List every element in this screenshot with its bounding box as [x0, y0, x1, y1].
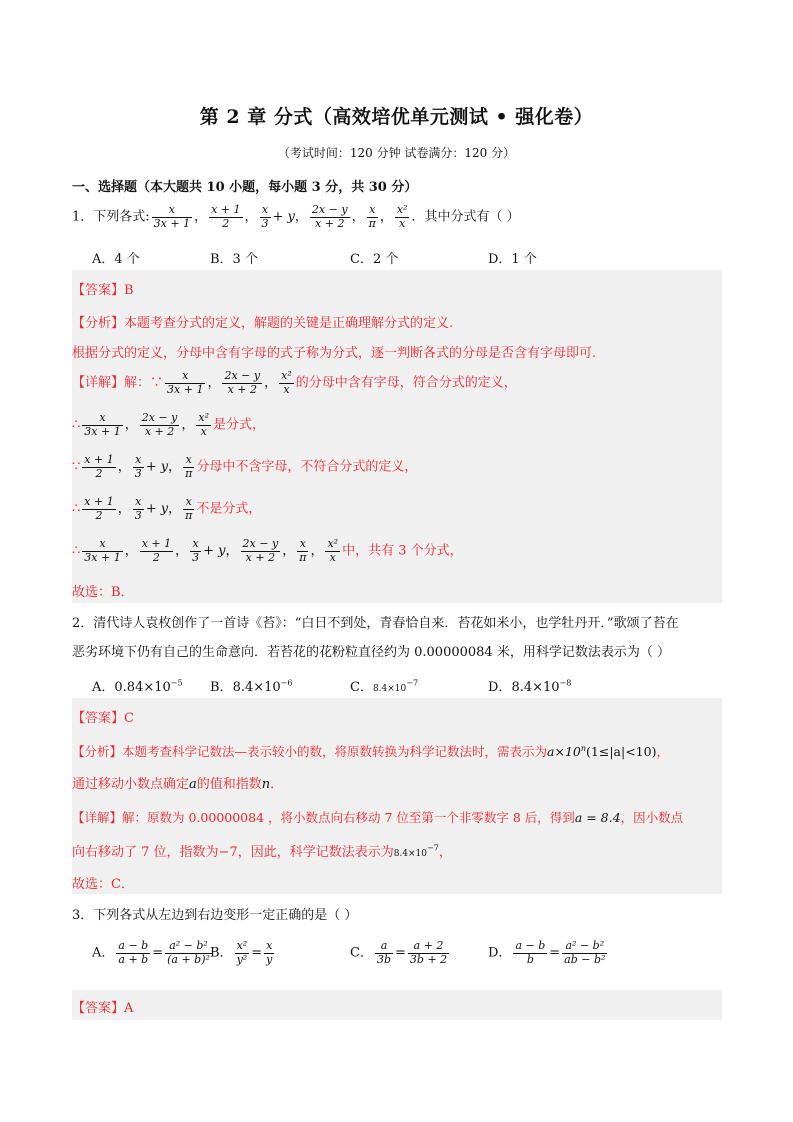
- fraction: [209, 204, 242, 230]
- exponent: n: [580, 743, 587, 753]
- q1-stem-prefix: 1．下列各式:: [72, 209, 150, 225]
- denominator: π: [185, 508, 193, 522]
- denominator: π: [368, 216, 376, 230]
- q3-answer: [72, 997, 133, 1016]
- comma: ，: [194, 209, 208, 225]
- numerator: a + 2: [413, 939, 444, 952]
- therefore-symbol: ∴: [72, 543, 81, 559]
- detail-text: 分母中不含字母，不符合分式的定义，: [196, 459, 418, 475]
- answer-value: A: [124, 1001, 134, 1016]
- comma: ，: [207, 375, 221, 391]
- punctuation: ，: [656, 744, 669, 759]
- comma: ，: [124, 543, 138, 559]
- q1-option-a: A．4 个: [92, 252, 140, 267]
- analysis-text: 通过移动小数点确定: [72, 777, 190, 792]
- exponent: −6: [280, 678, 293, 688]
- numerator: a² − b²: [169, 939, 208, 952]
- q2-stem-2: 恶劣环境下仍有自己的生命意向．若苔花的花粉粒直径约为 0.00000084 米，用科学记数法表示为（ ）: [72, 645, 670, 660]
- equals: =: [251, 945, 263, 961]
- variable: n: [261, 777, 271, 792]
- comma: ，: [379, 209, 393, 225]
- comma: ，: [310, 543, 324, 559]
- comma: ，: [351, 209, 365, 225]
- denominator: 3x + 1: [167, 382, 204, 396]
- q1-choice: 故选：B．: [72, 585, 134, 600]
- denominator: 3: [192, 550, 200, 564]
- numerator: 2x − y: [311, 203, 348, 216]
- q3-option-a: [92, 940, 214, 966]
- fraction: [196, 412, 211, 438]
- q1-analysis: [72, 312, 453, 331]
- denominator: π: [185, 466, 193, 480]
- fraction: [140, 412, 180, 438]
- fraction: [183, 496, 194, 522]
- because-symbol: ∵: [72, 459, 81, 475]
- denominator: (a + b)²: [167, 952, 210, 966]
- denominator: x + 2: [222, 383, 262, 397]
- q1-detail-2: [72, 412, 265, 438]
- denominator: 3x + 1: [84, 550, 121, 564]
- comma: ，: [168, 459, 182, 475]
- therefore-symbol: ∴: [72, 501, 81, 517]
- fraction: [260, 204, 271, 230]
- numerator: x: [192, 537, 199, 550]
- fraction: [375, 940, 393, 966]
- denominator: π: [299, 550, 307, 564]
- fraction: [140, 538, 173, 564]
- q1-option-d: D．1 个: [488, 252, 537, 267]
- fraction: [165, 370, 205, 396]
- option-value: 8.4×10: [232, 680, 281, 695]
- fraction: [279, 370, 294, 396]
- fraction: [165, 940, 212, 966]
- numerator: x + 1: [84, 495, 114, 508]
- fraction: [241, 538, 281, 564]
- option-label: A．: [92, 680, 115, 695]
- fraction: [190, 538, 201, 564]
- equation: a = 8.4: [574, 810, 621, 825]
- fraction: [395, 204, 410, 230]
- term: + y: [203, 543, 226, 559]
- value: 8.4×10: [393, 849, 428, 859]
- fraction: [82, 496, 115, 522]
- variable: a: [189, 777, 197, 792]
- term: + y: [145, 501, 169, 517]
- numerator: x: [185, 495, 192, 508]
- denominator: 3x + 1: [84, 424, 121, 438]
- fraction: [152, 204, 192, 230]
- fraction: [367, 204, 378, 230]
- analysis-text: 本题考查科学记数法—表示较小的数，将原数转换为科学记数法时，需表示为: [122, 744, 548, 759]
- option-label: B．: [210, 680, 233, 695]
- fraction: [116, 940, 150, 966]
- comma: ，: [282, 543, 296, 559]
- fraction: [297, 538, 308, 564]
- numerator: x²: [327, 537, 339, 550]
- numerator: x + 1: [141, 537, 172, 550]
- numerator: x: [185, 453, 192, 466]
- denominator: y²: [236, 952, 248, 966]
- exponent: −7: [427, 843, 439, 853]
- denominator: 2: [140, 551, 173, 565]
- numerator: x: [168, 203, 175, 216]
- q2-option-b: [210, 676, 292, 695]
- numerator: x: [266, 939, 273, 952]
- detail-tag: 【详解】: [72, 810, 123, 825]
- fraction: [82, 538, 122, 564]
- exponent: −8: [559, 678, 572, 688]
- denominator: x + 2: [310, 217, 350, 231]
- q2-analysis-2: [72, 773, 283, 792]
- fraction: [183, 454, 194, 480]
- fraction: [222, 370, 262, 396]
- section-heading: 一、选择题（本大题共 10 小题，每小题 3 分，共 30 分）: [72, 180, 418, 195]
- q1-detail-4: [72, 496, 261, 522]
- numerator: x²: [236, 939, 248, 952]
- numerator: x: [135, 453, 142, 466]
- q1-detail-1: [72, 370, 517, 396]
- numerator: a − b: [118, 939, 149, 952]
- option-value: 8.4×10: [372, 684, 407, 694]
- term: + y: [145, 459, 169, 475]
- equals: =: [152, 945, 164, 961]
- fraction: [133, 454, 144, 480]
- q2-solution-box: [72, 698, 722, 894]
- fraction: [513, 940, 547, 966]
- numerator: a − b: [515, 939, 546, 952]
- q1-answer: [72, 279, 134, 298]
- denominator: ab − b²: [564, 952, 606, 966]
- answer-value: C: [124, 711, 134, 726]
- comma: ，: [294, 209, 308, 225]
- numerator: a² − b²: [565, 939, 605, 952]
- formula: a×10: [547, 744, 581, 759]
- exponent: −5: [170, 678, 183, 688]
- answer-tag: 【答案】: [72, 711, 125, 726]
- q1-stem: [72, 204, 520, 230]
- option-label: C．: [350, 945, 373, 961]
- denominator: 3x + 1: [153, 216, 191, 230]
- comma: ，: [168, 501, 182, 517]
- option-label: D．: [488, 945, 512, 961]
- q2-stem-1: 2．清代诗人袁枚创作了一首诗《苔》：“白日不到处，青春恰自来．苔花如米小，也学牡丹开．”歌颂了苔在: [72, 616, 679, 631]
- denominator: 2: [82, 509, 115, 523]
- exponent: −7: [406, 678, 419, 688]
- analysis-tag: 【分析】: [72, 316, 125, 331]
- q1-analysis-2: 根据分式的定义，分母中含有字母的式子称为分式，逐一判断各式的分母是否含有字母即可.: [72, 346, 597, 361]
- option-label: C．: [350, 680, 373, 695]
- fraction: [562, 940, 607, 966]
- numerator: x²: [198, 411, 209, 424]
- comma: ，: [264, 375, 278, 391]
- exam-info: （考试时间：120 分钟 试卷满分：120 分）: [277, 146, 516, 160]
- option-label: D．: [488, 680, 512, 695]
- denominator: 3: [134, 466, 142, 480]
- comma: ，: [124, 417, 138, 433]
- q3-option-d: [488, 940, 609, 966]
- fraction: [325, 538, 340, 564]
- denominator: 2: [209, 217, 242, 231]
- denominator: x: [395, 217, 410, 231]
- q1-detail-5: [72, 538, 463, 564]
- fraction: [235, 940, 250, 966]
- denominator: x + 2: [140, 425, 180, 439]
- fraction: [264, 940, 274, 966]
- q3-option-c: [350, 940, 451, 966]
- denominator: b: [513, 953, 547, 967]
- q2-detail-2: [72, 841, 452, 860]
- condition: (1≤|a|<10): [586, 744, 657, 759]
- numerator: x: [299, 537, 306, 550]
- comma: ，: [225, 543, 239, 559]
- numerator: 2x − y: [141, 411, 178, 424]
- denominator: 3b + 2: [409, 952, 448, 966]
- q1-detail-3: [72, 454, 417, 480]
- comma: ，: [175, 543, 189, 559]
- numerator: 2x − y: [242, 537, 279, 550]
- equals: =: [549, 945, 561, 961]
- q1-stem-suffix: ．其中分式有（ ）: [411, 209, 520, 225]
- numerator: x + 1: [211, 203, 241, 216]
- term: + y: [272, 209, 295, 225]
- q2-answer: [72, 707, 134, 726]
- option-value: 0.84×10: [114, 680, 171, 695]
- fraction: [310, 204, 350, 230]
- numerator: x: [369, 203, 376, 216]
- detail-text: 解：∵: [124, 375, 164, 391]
- option-value: 8.4×10: [511, 680, 560, 695]
- denominator: 2: [82, 467, 115, 481]
- q2-analysis: [72, 742, 669, 760]
- page-title: 第 2 章 分式（高效培优单元测试 • 强化卷）: [199, 106, 594, 128]
- denominator: x + 2: [241, 551, 281, 565]
- q3-option-b: [210, 940, 276, 966]
- q1-option-b: B．3 个: [210, 252, 258, 267]
- fraction: [82, 454, 115, 480]
- denominator: y: [266, 952, 273, 966]
- detail-text: 解：原数为 0.00000084 ，将小数点向右移动 7 位至第一个非零数字 8 后，得到: [122, 810, 575, 825]
- answer-value: B: [124, 283, 134, 298]
- numerator: x + 1: [84, 453, 114, 466]
- detail-text: 不是分式，: [196, 501, 262, 517]
- numerator: x: [135, 495, 142, 508]
- fraction: [82, 412, 122, 438]
- detail-text: ，因小数点: [620, 810, 684, 825]
- detail-text: 向右移动了 7 位，指数为−7，因此，科学记数法表示为: [72, 845, 394, 860]
- option-label: B．: [210, 945, 233, 961]
- q2-option-c: [350, 676, 418, 695]
- analysis-tag: 【分析】: [72, 744, 123, 759]
- therefore-symbol: ∴: [72, 417, 81, 433]
- numerator: x²: [396, 203, 408, 216]
- numerator: x²: [281, 369, 292, 382]
- denominator: 3: [134, 508, 142, 522]
- answer-tag: 【答案】: [72, 283, 125, 298]
- punctuation: ．: [270, 777, 284, 792]
- detail-tag: 【详解】: [72, 375, 125, 391]
- analysis-text: 本题考查分式的定义，解题的关键是正确理解分式的定义.: [124, 316, 454, 331]
- q2-detail-1: [72, 808, 683, 826]
- numerator: x: [182, 369, 189, 382]
- comma: ，: [244, 209, 258, 225]
- denominator: 3b: [376, 952, 391, 966]
- comma: ，: [117, 459, 131, 475]
- detail-text: 的分母中含有字母，符合分式的定义，: [295, 375, 517, 391]
- q2-option-d: [488, 676, 571, 695]
- punctuation: ，: [438, 845, 452, 860]
- q2-choice: 故选：C．: [72, 877, 134, 892]
- detail-text: 是分式，: [213, 417, 266, 433]
- q3-solution-box: [72, 990, 722, 1020]
- numerator: 2x − y: [224, 369, 261, 382]
- equals: =: [395, 945, 406, 961]
- denominator: x: [196, 425, 211, 439]
- numerator: x: [99, 411, 106, 424]
- numerator: a: [380, 939, 388, 952]
- fraction: [133, 496, 144, 522]
- denominator: a + b: [118, 952, 149, 966]
- analysis-text: 的值和指数: [196, 777, 262, 792]
- numerator: x: [99, 537, 106, 550]
- q2-option-a: [92, 676, 183, 695]
- comma: ，: [117, 501, 131, 517]
- comma: ，: [181, 417, 195, 433]
- answer-tag: 【答案】: [72, 1001, 125, 1016]
- q3-stem: 3．下列各式从左边到右边变形一定正确的是（ ）: [72, 908, 358, 923]
- detail-text: 中，共有 3 个分式，: [342, 543, 463, 559]
- fraction: [408, 940, 449, 966]
- option-label: A．: [92, 945, 115, 961]
- denominator: 3: [261, 216, 269, 230]
- q1-option-c: C．2 个: [350, 252, 399, 267]
- denominator: x: [325, 551, 340, 565]
- numerator: x: [261, 203, 269, 216]
- denominator: x: [279, 383, 294, 397]
